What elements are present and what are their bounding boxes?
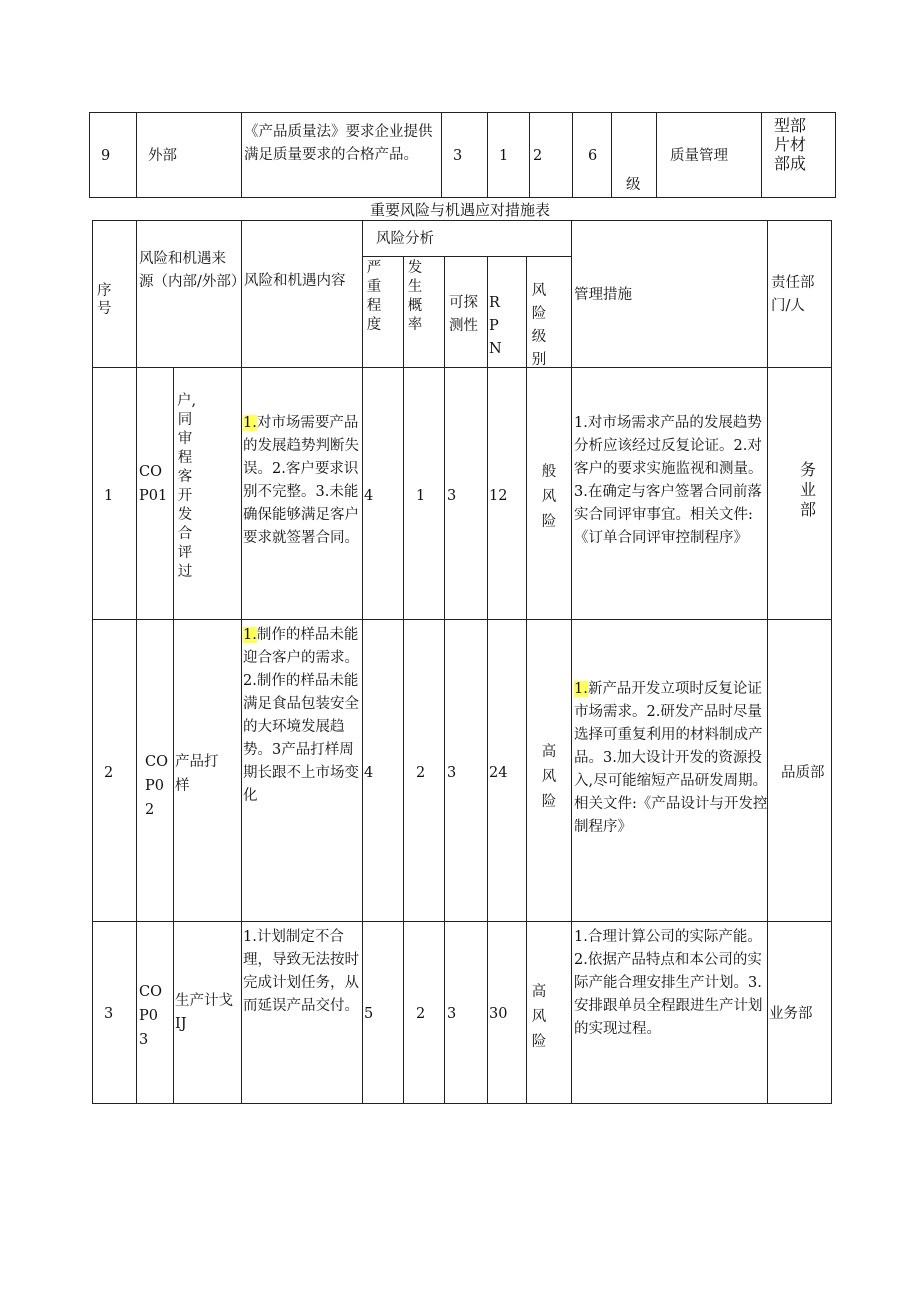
r2-measure-text: 新产品开发立项时反复论证市场需求。2.研发产品时尽量选择可重复利用的材料制成产品。3.加大设计开发的资源投入,尽可能缩短产品研发周期。相关文件:《产品设计与开发控制程序》 — [574, 681, 768, 835]
r3-measure-text: 1.合理计算公司的实际产能。2.依据产品特点和本公司的实际产能合理安排生产计划。3.安排跟单员全程跟进生产计划的实现过程。 — [574, 929, 763, 1037]
top-dept: 型部片材部成 — [774, 116, 807, 173]
r1-process: 户,同审程客开发合评过 — [177, 393, 197, 580]
hdr-index: 序号 — [97, 283, 112, 317]
hdr-analysis: 风险分析 — [376, 231, 434, 247]
top-cell-severity — [441, 112, 488, 198]
r1-content-text: 对市场需要产品的发展趋势判断失误。2.客户要求识别不完整。3.未能确保能够满足客户要求就签署合同。 — [243, 415, 359, 546]
top-source: 外部 — [148, 148, 177, 164]
r3-severity: 5 — [364, 1006, 374, 1022]
r1-index: 1 — [104, 488, 114, 504]
r3-process: 生产计戈IJ — [175, 993, 233, 1032]
r3-detect: 3 — [447, 1006, 457, 1022]
hdr-level: 风险级别 — [531, 283, 547, 368]
r2-process: 产品打样 — [175, 754, 219, 794]
r1-dept: 务业部 — [800, 460, 817, 519]
top-level: 级 — [626, 177, 641, 193]
hdr-cell-content — [241, 220, 363, 368]
r1-prob: 1 — [416, 488, 426, 504]
r2-dept: 品质部 — [781, 765, 825, 781]
r2-prob: 2 — [416, 765, 426, 781]
r2-content — [243, 624, 363, 808]
r1-content-hl: 1. — [243, 415, 257, 431]
r1-level: 般风险 — [541, 464, 557, 530]
r3-rpn: 30 — [489, 1006, 508, 1022]
r1-measure — [574, 412, 768, 550]
r1-rpn: 12 — [489, 488, 508, 504]
r1-code: COP01 — [139, 464, 168, 504]
r2-code: COP02 — [145, 754, 168, 818]
top-rpn: 6 — [588, 148, 598, 164]
r2-index: 2 — [104, 765, 114, 781]
r2-measure — [574, 678, 768, 839]
r3-content-text: 1.计划制定不合理，导致无法按时完成计划任务，从而延误产品交付。 — [243, 929, 359, 1014]
top-measure: 质量管理 — [670, 148, 728, 164]
table-title: 重要风险与机遇应对措施表 — [369, 201, 550, 219]
r2-content-hl: 1. — [243, 627, 257, 643]
hdr-prob: 发生概率 — [407, 260, 423, 333]
r2-severity: 4 — [364, 765, 374, 781]
top-content: 《产品质量法》要求企业提供满足质量要求的合格产品。 — [244, 124, 433, 163]
r3-level: 高风险 — [531, 984, 547, 1050]
r1-cell-index — [92, 367, 137, 620]
r2-content-text: 制作的样品未能迎合客户的需求。2.制作的样品未能满足食品包装安全的大环境发展趋势。3产品打样周期长跟不上市场变化 — [243, 627, 359, 804]
r2-detect: 3 — [447, 765, 457, 781]
r2-level: 高风险 — [541, 744, 557, 810]
top-detect: 2 — [533, 148, 543, 164]
hdr-source: 风险和机遇来源（内部/外部） — [139, 251, 246, 290]
r1-severity: 4 — [364, 488, 374, 504]
top-index: 9 — [101, 148, 111, 164]
top-cell-prob — [487, 112, 530, 198]
top-severity: 3 — [453, 148, 463, 164]
r3-dept: 业务部 — [769, 1006, 813, 1022]
hdr-rpn: RPN — [489, 295, 502, 357]
r3-measure — [574, 926, 768, 1041]
r1-detect: 3 — [447, 488, 457, 504]
r3-content — [243, 926, 363, 1018]
r3-code: COP03 — [139, 984, 162, 1048]
r2-measure-hl: 1. — [574, 681, 588, 697]
top-prob: 1 — [499, 148, 509, 164]
hdr-cell-source — [136, 220, 246, 368]
hdr-content: 风险和机遇内容 — [244, 273, 346, 289]
hdr-dept: 责任部门/人 — [771, 275, 815, 314]
r2-cell-index — [92, 619, 137, 922]
r1-measure-text: 1.对市场需求产品的发展趋势分析应该经过反复论证。2.对客户的要求实施监视和测量。3.在确定与客户签署合同前落实合同评审事宜。相关文件:《订单合同评审控制程序》 — [574, 415, 763, 546]
hdr-detect: 可探测性 — [449, 295, 478, 334]
top-cell-index — [89, 112, 137, 198]
r2-rpn: 24 — [489, 765, 508, 781]
hdr-measure: 管理措施 — [574, 287, 632, 303]
r3-index: 3 — [104, 1006, 114, 1022]
r3-cell-index — [92, 921, 137, 1104]
r1-content — [243, 412, 363, 550]
r3-prob: 2 — [416, 1006, 426, 1022]
hdr-severity: 严重程度 — [366, 260, 382, 333]
